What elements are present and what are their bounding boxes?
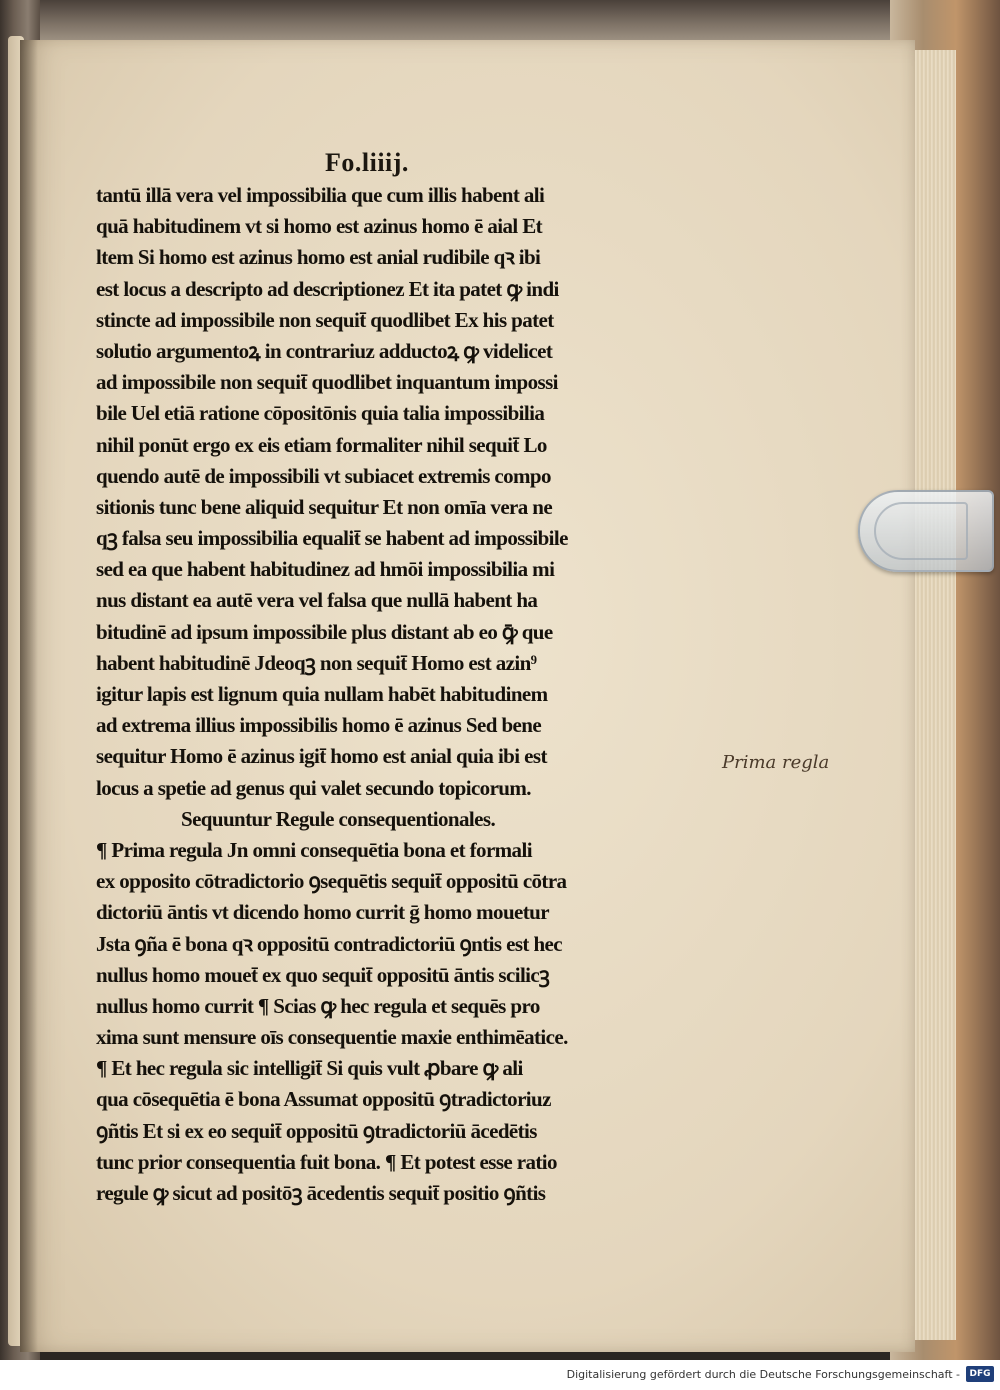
text-line: ad extrema illius impossibilis homo ē azinus Sed bene (96, 713, 542, 738)
text-line: ꝯñtis Et si ex eo sequit̄ oppositū ꝯtradictoriū ācedētis (96, 1118, 537, 1143)
dfg-logo: DFG (966, 1366, 994, 1382)
text-line: regule ꝙ sicut ad positōꝫ ācedentis sequit̄ positio ꝯñtis (96, 1181, 546, 1205)
text-line: nullus homo mouet̄ ex quo sequit̄ oppositū āntis scilicꝫ (96, 962, 550, 987)
text-line: quā habitudinem vt si homo est azinus homo ē aial Et (96, 214, 543, 239)
text-line: est locus a descripto ad descriptionez Et ita patet ꝙ indi (96, 276, 559, 301)
text-line: nullus homo currit ¶ Scias ꝙ hec regula et sequēs pro (96, 993, 540, 1018)
text-line: sequitur Homo ē azinus igit̄ homo est anial quia ibi est (96, 744, 547, 769)
text-line: ad impossibile non sequit̄ quodlibet inquantum impossi (96, 370, 558, 395)
text-line: tunc prior consequentia fuit bona. ¶ Et potest esse ratio (96, 1149, 557, 1174)
text-line: stincte ad impossibile non sequit̄ quodlibet Ex his patet (96, 307, 554, 332)
funding-notice: Digitalisierung gefördert durch die Deutsche Forschungsgemeinschaft - (566, 1368, 960, 1381)
text-line: nihil ponūt ergo ex eis etiam formaliter nihil sequit̄ Lo (96, 432, 547, 457)
text-line: habent habitudinē Jdeoqꝫ non sequit̄ Homo est azin⁹ (96, 650, 537, 675)
text-line: igitur lapis est lignum quia nullam habēt habitudinem (96, 682, 548, 706)
printed-text (96, 180, 688, 1209)
text-line: tantū illā vera vel impossibilia que cum illis habent ali (96, 183, 545, 207)
text-line: ¶ Prima regula Jn omni consequētia bona et formali (96, 837, 532, 862)
text-line: quendo autē de impossibili vt subiacet extremis compo (96, 463, 551, 488)
text-line: solutio argumentoꝝ in contrariuz adductoꝝ ꝙ videlicet (96, 338, 553, 363)
text-line: nus distant ea autē vera vel falsa que nullā habent ha (96, 588, 538, 613)
text-line: sed ea que habent habitudinez ad hmōi impossibilia mi (96, 557, 555, 582)
folio-number: Fo.liiij. (325, 148, 409, 177)
text-line: qua cōsequētia ē bona Assumat oppositū ꝯtradictoriuz (96, 1087, 551, 1112)
text-line: Jsta ꝯña ē bona qꝛ oppositū contradictoriū ꝯntis est hec (96, 931, 562, 956)
text-line: locus a spetie ad genus qui valet secundo topicorum. (96, 775, 531, 800)
text-line: qꝫ falsa seu impossibilia equalit̄ se habent ad impossibile (96, 526, 568, 551)
text-line: ¶ Et hec regula sic intelligit̄ Si quis vult ꝓbare ꝙ ali (96, 1056, 523, 1081)
text-line: xima sunt mensure oīs consequentie maxie enthimēatice. (96, 1025, 568, 1050)
section-heading: Sequuntur Regule consequentionales. (181, 806, 496, 831)
page-gutter-shadow (20, 40, 38, 1352)
page-clip-inner (874, 502, 968, 560)
text-line: ltem Si homo est azinus homo est anial rudibile qꝛ ibi (96, 245, 541, 270)
text-line: sitionis tunc bene aliquid sequitur Et non omīa vera ne (96, 494, 553, 519)
page-clip (858, 490, 994, 572)
text-line: bile Uel etiā ratione cōpositōnis quia talia impossibilia (96, 401, 545, 426)
text-line: bitudinē ad ipsum impossibile plus distant ab eo ꝙ̄ que (96, 619, 553, 644)
text-line: dictoriū āntis vt dicendo homo currit ḡ homo mouetur (96, 900, 549, 925)
handwritten-margin-note: Prima regla (722, 752, 830, 773)
text-line: ex opposito cōtradictorio ꝯsequētis sequit̄ oppositū cōtra (96, 869, 567, 894)
book-cover-top (0, 0, 1000, 40)
digitization-footer (0, 1360, 1000, 1390)
